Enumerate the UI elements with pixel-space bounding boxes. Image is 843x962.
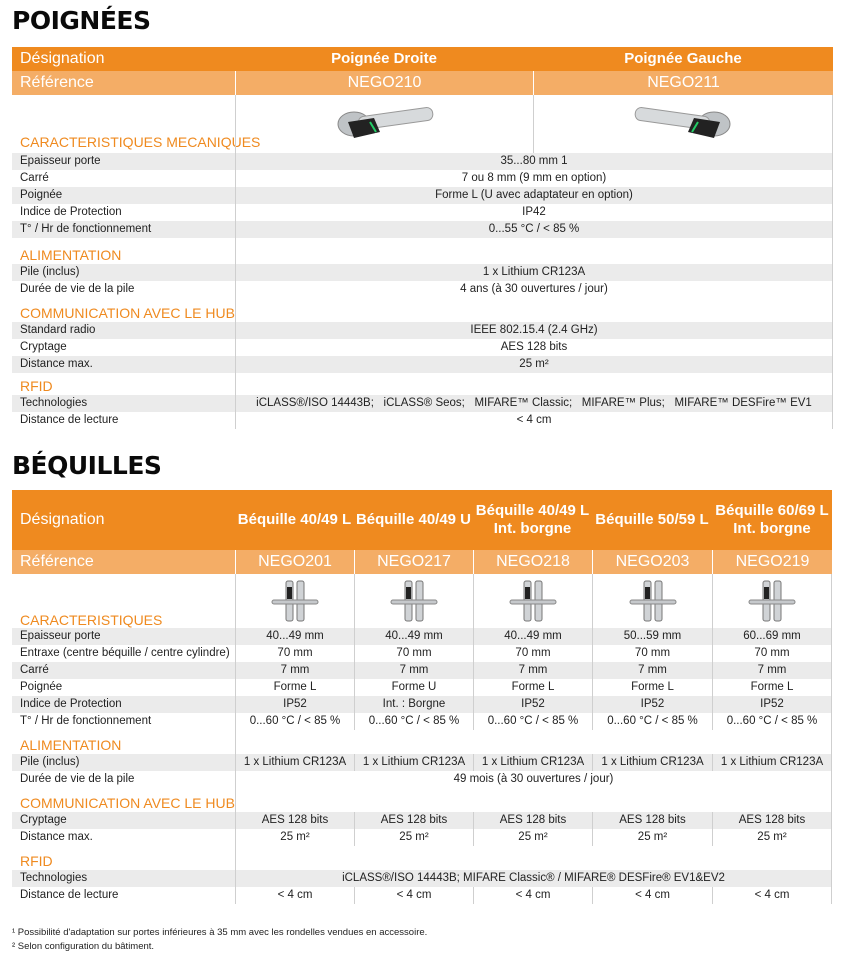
row-value: iCLASS®/ISO 14443B; MIFARE Classic® / MIFARE® DESFire® EV1&EV2 [235, 870, 832, 887]
row-value: IEEE 802.15.4 (2.4 GHz) [235, 322, 833, 339]
row-value: IP52 [473, 696, 592, 713]
row-value: 25 m² [712, 829, 832, 846]
row-value: 0...60 °C / < 85 % [592, 713, 712, 730]
door-handle-icon [330, 102, 440, 146]
image-row-spacer [12, 574, 235, 628]
row-value: < 4 cm [592, 887, 712, 904]
row-label: Carré [20, 172, 49, 185]
row-label: Carré [12, 662, 235, 679]
row-value: 70 mm [235, 645, 354, 662]
row-value: AES 128 bits [354, 812, 473, 829]
row-label: Pile (inclus) [12, 264, 235, 281]
row-value: 7 mm [592, 662, 712, 679]
section-spacer [235, 373, 833, 395]
row-value: 7 mm [235, 662, 354, 679]
row-value: 1 x Lithium CR123A [235, 754, 354, 771]
row-value: Forme U [354, 679, 473, 696]
product-reference: NEGO218 [473, 550, 592, 574]
section-spacer [235, 298, 833, 322]
lever-handle-image [354, 574, 473, 628]
row-label: Cryptage [12, 812, 235, 829]
row-label: Standard radio [12, 322, 235, 339]
row-value: IP52 [712, 696, 832, 713]
row-label: T° / Hr de fonctionnement [12, 221, 235, 238]
row-label: Pile (inclus) [12, 754, 235, 771]
bequilles-title: BÉQUILLES [12, 451, 162, 480]
row-value: 25 m² [592, 829, 712, 846]
lever-handle-icon [389, 579, 439, 623]
row-value: Forme L (U avec adaptateur en option) [235, 187, 833, 204]
row-value: 25 m² [235, 356, 833, 373]
product-reference: NEGO203 [592, 550, 712, 574]
reference-label: Référence [12, 550, 235, 574]
row-value: 70 mm [354, 645, 473, 662]
row-value: 40...49 mm [473, 628, 592, 645]
product-reference: NEGO219 [712, 550, 832, 574]
poignees-table [12, 47, 833, 429]
row-value: 1 x Lithium CR123A [712, 754, 832, 771]
row-value: 40...49 mm [235, 628, 354, 645]
row-label: Indice de Protection [20, 206, 122, 219]
section-rfid: RFID [20, 377, 53, 394]
row-value: AES 128 bits [592, 812, 712, 829]
door-handle-icon [628, 102, 738, 146]
section-communication: COMMUNICATION AVEC LE HUB [20, 794, 235, 811]
reference-label: Référence [12, 71, 235, 95]
row-value: 0...55 °C / < 85 % [235, 221, 833, 238]
section-communication: COMMUNICATION AVEC LE HUB [20, 304, 235, 321]
designation-label: Désignation [12, 47, 235, 71]
section-power: ALIMENTATION [20, 736, 122, 753]
row-value: Forme L [592, 679, 712, 696]
section-rfid: RFID [20, 852, 53, 869]
row-value: 0...60 °C / < 85 % [235, 713, 354, 730]
row-value: AES 128 bits [473, 812, 592, 829]
row-label: Technologies [12, 395, 235, 412]
row-value: iCLASS®/ISO 14443B; iCLASS® Seos; MIFARE™ Classic; MIFARE™ Plus; MIFARE™ DESFire™ EV1 [235, 395, 833, 412]
handle-left-image [533, 95, 833, 153]
row-value: 0...60 °C / < 85 % [712, 713, 832, 730]
footnote: ¹ Possibilité d'adaptation sur portes inférieures à 35 mm avec les rondelles vendues en accessoire. [12, 927, 428, 938]
row-value: < 4 cm [712, 887, 832, 904]
row-value: 7 ou 8 mm (9 mm en option) [235, 170, 833, 187]
row-value: 70 mm [592, 645, 712, 662]
row-label: Entraxe (centre béquille / centre cylindre) [20, 647, 230, 660]
lever-handle-icon [747, 579, 797, 623]
row-value: 1 x Lithium CR123A [592, 754, 712, 771]
row-value: AES 128 bits [235, 339, 833, 356]
product-reference: NEGO201 [235, 550, 354, 574]
lever-handle-image [235, 574, 354, 628]
image-row-spacer [12, 95, 261, 153]
product-reference: NEGO211 [533, 71, 833, 95]
product-name: Béquille 40/49 U [354, 490, 473, 550]
row-value: 7 mm [712, 662, 832, 679]
section-mechanics: CARACTERISTIQUES [20, 611, 163, 628]
row-value: 1 x Lithium CR123A [473, 754, 592, 771]
product-name: Poignée Gauche [533, 47, 833, 71]
row-value: IP42 [235, 204, 833, 221]
row-value: Forme L [473, 679, 592, 696]
handle-right-image [235, 95, 533, 153]
row-value: 60...69 mm [712, 628, 832, 645]
row-label: T° / Hr de fonctionnement [20, 715, 152, 728]
row-label: Durée de vie de la pile [20, 283, 135, 296]
row-value: < 4 cm [235, 412, 833, 429]
designation-label: Désignation [12, 490, 235, 550]
product-name: Béquille 60/69 L Int. borgne [712, 490, 832, 550]
row-value: 25 m² [354, 829, 473, 846]
section-spacer [235, 730, 832, 754]
row-value: 40...49 mm [354, 628, 473, 645]
row-label: Distance de lecture [20, 414, 119, 427]
row-value: 25 m² [473, 829, 592, 846]
row-value: IP52 [592, 696, 712, 713]
row-value: 7 mm [473, 662, 592, 679]
row-value: 25 m² [235, 829, 354, 846]
row-value: 50...59 mm [592, 628, 712, 645]
row-value: < 4 cm [235, 887, 354, 904]
row-label: Indice de Protection [12, 696, 235, 713]
product-reference: NEGO210 [235, 71, 533, 95]
product-name: Poignée Droite [235, 47, 533, 71]
row-value: 0...60 °C / < 85 % [354, 713, 473, 730]
row-value: Forme L [235, 679, 354, 696]
row-value: 1 x Lithium CR123A [235, 264, 833, 281]
lever-handle-image [592, 574, 712, 628]
row-value: 35...80 mm 1 [235, 153, 833, 170]
section-spacer [235, 846, 832, 870]
section-mechanics: CARACTERISTIQUES MECANIQUES [20, 133, 261, 150]
product-name: Béquille 40/49 L Int. borgne [473, 490, 592, 550]
product-reference: NEGO217 [354, 550, 473, 574]
row-label: Durée de vie de la pile [20, 773, 135, 786]
row-label: Distance max. [20, 831, 93, 844]
row-value: 70 mm [712, 645, 832, 662]
row-value: AES 128 bits [712, 812, 832, 829]
row-value: 7 mm [354, 662, 473, 679]
row-label: Distance max. [12, 356, 235, 373]
lever-handle-icon [270, 579, 320, 623]
row-value: < 4 cm [354, 887, 473, 904]
row-value: Int. : Borgne [354, 696, 473, 713]
row-value: AES 128 bits [235, 812, 354, 829]
row-label: Epaisseur porte [12, 153, 235, 170]
bequilles-table [12, 490, 832, 904]
lever-handle-image [473, 574, 592, 628]
poignees-title: POIGNÉES [12, 6, 151, 35]
row-label: Technologies [12, 870, 235, 887]
row-label: Epaisseur porte [12, 628, 235, 645]
product-name: Béquille 40/49 L [235, 490, 354, 550]
product-name: Béquille 50/59 L [592, 490, 712, 550]
row-value: 49 mois (à 30 ouvertures / jour) [235, 771, 832, 788]
row-value: < 4 cm [473, 887, 592, 904]
row-label: Distance de lecture [20, 889, 119, 902]
row-value: 0...60 °C / < 85 % [473, 713, 592, 730]
row-value: 1 x Lithium CR123A [354, 754, 473, 771]
section-spacer [235, 238, 833, 264]
row-value: 4 ans (à 30 ouvertures / jour) [235, 281, 833, 298]
section-spacer [235, 788, 832, 812]
lever-handle-image [712, 574, 832, 628]
footnote: ² Selon configuration du bâtiment. [12, 941, 155, 952]
lever-handle-icon [628, 579, 678, 623]
row-label: Poignée [20, 681, 63, 694]
row-value: 70 mm [473, 645, 592, 662]
row-label: Cryptage [20, 341, 67, 354]
row-value: IP52 [235, 696, 354, 713]
section-power: ALIMENTATION [20, 246, 122, 263]
lever-handle-icon [508, 579, 558, 623]
row-label: Poignée [12, 187, 235, 204]
row-value: Forme L [712, 679, 832, 696]
